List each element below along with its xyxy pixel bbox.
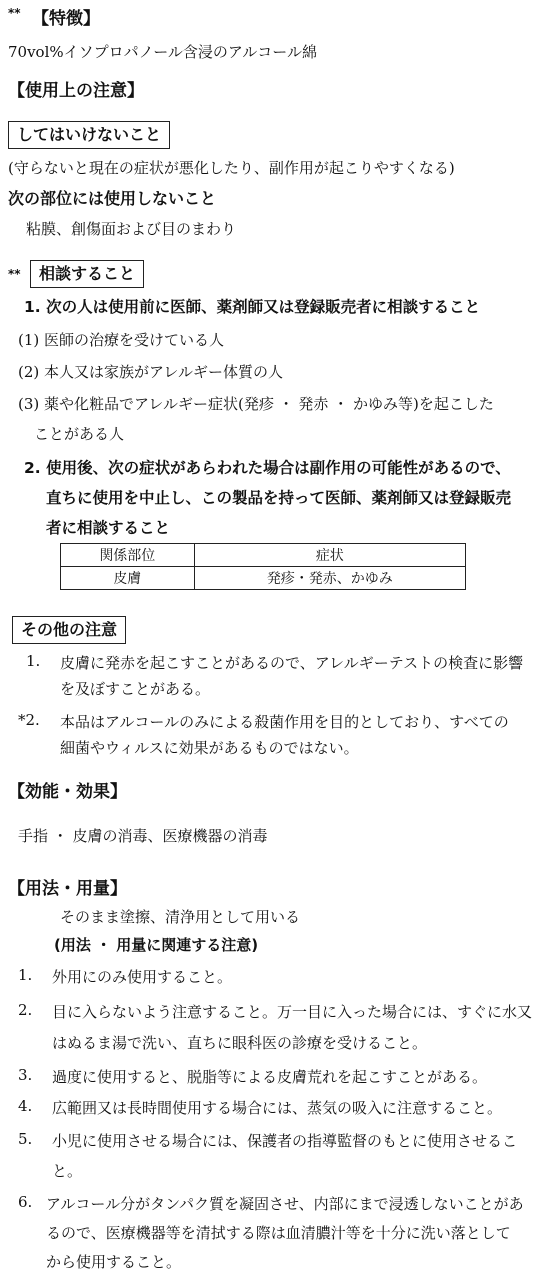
other-item-line: を及ぼすことがある。 xyxy=(60,680,211,698)
table-cell: 発疹・発赤、かゆみ xyxy=(194,567,465,590)
usage-subheading: (用法 ・ 用量に関連する注意) xyxy=(54,936,259,954)
efficacy-heading: 【効能・効果】 xyxy=(8,782,127,802)
usage-item-line: るので、医療機器等を清拭する際は血清膿汁等を十分に洗い落として xyxy=(46,1224,511,1242)
table-header-cell: 症状 xyxy=(194,544,465,567)
table-header-row xyxy=(61,544,466,567)
usage-text: そのまま塗擦、清浄用として用いる xyxy=(60,908,301,926)
consult-subitem-continuation: ことがある人 xyxy=(34,425,125,443)
revision-marker: ** xyxy=(8,6,21,20)
precautions-heading: 【使用上の注意】 xyxy=(8,81,144,101)
table-cell: 皮膚 xyxy=(61,567,195,590)
consult-item1-heading: 1. 次の人は使用前に医師、薬剤師又は登録販売者に相談すること xyxy=(24,298,481,316)
features-text: 70vol%イソプロパノール含浸のアルコール綿 xyxy=(8,43,317,61)
usage-item-number: 1. xyxy=(18,966,33,984)
prohibited-text: 粘膜、創傷面および目のまわり xyxy=(26,220,237,238)
prohibited-subheading: 次の部位には使用しないこと xyxy=(8,189,217,208)
usage-item-line: 目に入らないよう注意すること。万一目に入った場合には、すぐに水又 xyxy=(52,1003,533,1021)
usage-item-number: 6. xyxy=(18,1193,33,1211)
other-item-line: 本品はアルコールのみによる殺菌作用を目的としており、すべての xyxy=(60,713,509,731)
other-item-number: 1. xyxy=(26,652,41,670)
consult-item2-line: 者に相談すること xyxy=(46,519,171,537)
consult-subitem: (3) 薬や化粧品でアレルギー症状(発疹 ・ 発赤 ・ かゆみ等)を起こした xyxy=(18,395,494,413)
usage-item-number: 5. xyxy=(18,1130,33,1148)
usage-item-number: 2. xyxy=(18,1001,33,1019)
other-item-number: *2. xyxy=(18,711,40,729)
usage-item-line: と。 xyxy=(52,1162,83,1180)
other-item-line: 細菌やウィルスに効果があるものではない。 xyxy=(60,739,359,757)
other-item-line: 皮膚に発赤を起こすことがあるので、アレルギーテストの検査に影響 xyxy=(60,654,524,672)
usage-item-number: 4. xyxy=(18,1097,33,1115)
usage-item-line: から使用すること。 xyxy=(46,1253,182,1271)
consult-marker: ** xyxy=(8,267,21,281)
features-heading: 【特徴】 xyxy=(32,9,100,29)
usage-item-line: 外用にのみ使用すること。 xyxy=(52,968,233,986)
table-row xyxy=(61,567,466,590)
consult-label: 相談すること xyxy=(30,260,144,288)
usage-item-line: 小児に使用させる場合には、保護者の指導監督のもとに使用させるこ xyxy=(52,1132,518,1150)
usage-item-line: 過度に使用すると、脱脂等による皮膚荒れを起こすことがある。 xyxy=(52,1068,488,1086)
consult-subitem: (1) 医師の治療を受けている人 xyxy=(18,331,225,349)
symptom-table xyxy=(60,543,466,590)
other-label: その他の注意 xyxy=(12,616,126,644)
consult-item2-line: 2. 使用後、次の症状があらわれた場合は副作用の可能性があるので、 xyxy=(24,459,511,477)
usage-heading: 【用法・用量】 xyxy=(8,879,127,899)
efficacy-text: 手指 ・ 皮膚の消毒、医療機器の消毒 xyxy=(18,827,268,845)
table-header-cell: 関係部位 xyxy=(61,544,195,567)
consult-item2-line: 直ちに使用を中止し、この製品を持って医師、薬剤師又は登録販売 xyxy=(46,489,512,507)
usage-item-line: はぬるま湯で洗い、直ちに眼科医の診療を受けること。 xyxy=(52,1034,428,1052)
usage-item-number: 3. xyxy=(18,1066,33,1084)
usage-item-line: 広範囲又は長時間使用する場合には、蒸気の吸入に注意すること。 xyxy=(52,1099,503,1117)
prohibited-note: (守らないと現在の症状が悪化したり、副作用が起こりやすくなる) xyxy=(8,159,455,177)
consult-subitem: (2) 本人又は家族がアレルギー体質の人 xyxy=(18,363,284,381)
usage-item-line: アルコール分がタンパク質を凝固させ、内部にまで浸透しないことがあ xyxy=(46,1195,524,1213)
prohibited-label: してはいけないこと xyxy=(8,121,170,149)
